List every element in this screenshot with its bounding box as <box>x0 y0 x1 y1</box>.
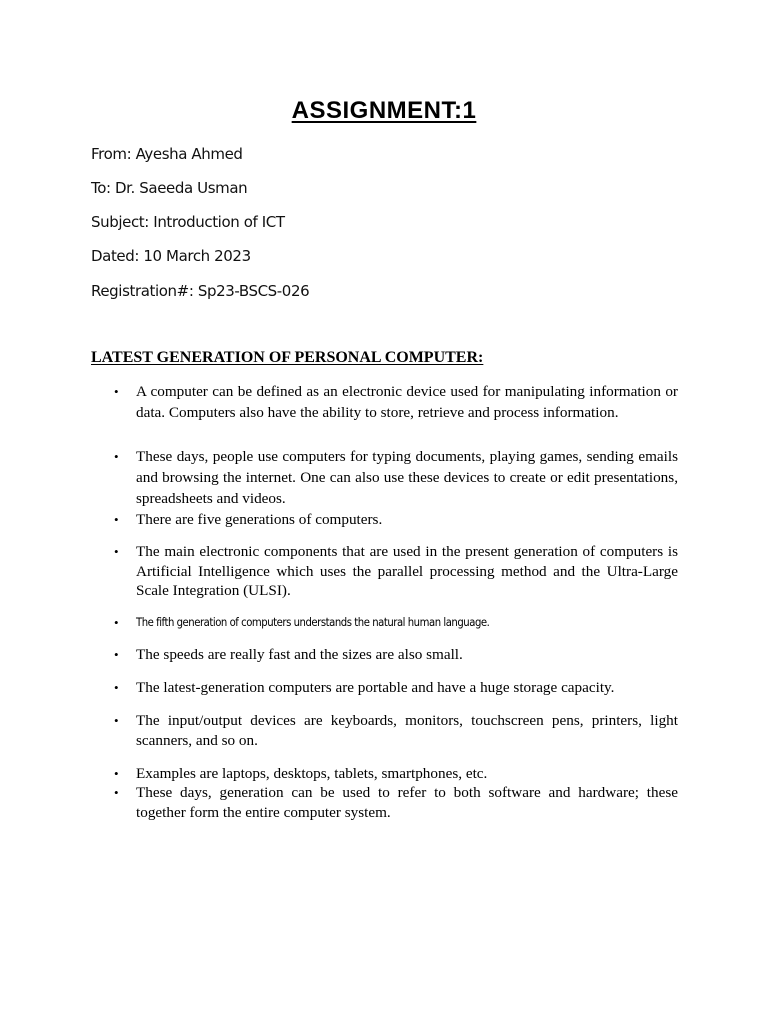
bullet-glyph: • <box>114 766 119 781</box>
list-item-text: The speeds are really fast and the sizes are also small. <box>136 646 463 663</box>
list-item-text: Examples are laptops, desktops, tablets, smartphones, etc. <box>136 765 488 782</box>
list-item-text: The input/output devices are keyboards, monitors, touchscreen pens, printers, light scanners, and so on. <box>136 712 678 749</box>
bullet-glyph: • <box>114 449 119 464</box>
list-item-text: The latest-generation computers are portable and have a huge storage capacity. <box>136 679 615 696</box>
registration-line: Registration#: Sp23-BSCS-026 <box>91 282 310 300</box>
bullet-glyph: • <box>114 512 119 527</box>
list-item <box>114 783 678 822</box>
list-item <box>114 644 678 665</box>
bullet-glyph: • <box>114 785 119 800</box>
list-item <box>114 509 678 530</box>
list-item <box>114 677 678 698</box>
bullet-glyph: • <box>114 647 119 662</box>
list-item <box>114 711 678 750</box>
bullet-glyph: • <box>114 615 119 630</box>
from-line: From: Ayesha Ahmed <box>91 145 243 163</box>
bullet-glyph: • <box>114 713 119 728</box>
to-line: To: Dr. Saeeda Usman <box>91 179 248 197</box>
list-item-text: A computer can be defined as an electronic device used for manipulating information or data. Computers also have the ability to store, retrieve and process information. <box>136 383 678 421</box>
section-heading: LATEST GENERATION OF PERSONAL COMPUTER: <box>91 349 484 366</box>
list-item-text: These days, generation can be used to refer to both software and hardware; these together form the entire computer system. <box>136 784 678 821</box>
document-title: ASSIGNMENT:1 <box>291 97 477 124</box>
bullet-glyph: • <box>114 680 119 695</box>
bullet-glyph: • <box>114 544 119 559</box>
list-item-text: The fifth generation of computers understands the natural human language. <box>136 616 490 629</box>
list-item-text: These days, people use computers for typing documents, playing games, sending emails and browsing the internet. One can also use these devices to create or edit presentations, spreadsheets and videos. <box>136 448 678 507</box>
list-item <box>114 446 678 509</box>
list-item <box>114 542 678 601</box>
subject-line: Subject: Introduction of ICT <box>91 213 285 231</box>
list-item-text: The main electronic components that are used in the present generation of computers is Artificial Intelligence which uses the parallel processing method and the Ultra-Large Scale Integration (ULSI). <box>136 543 678 599</box>
bullet-glyph: • <box>114 384 119 399</box>
list-item <box>114 381 678 423</box>
list-item-text: There are five generations of computers. <box>136 511 383 528</box>
list-item <box>114 612 678 633</box>
date-line: Dated: 10 March 2023 <box>91 247 251 265</box>
list-item <box>114 764 678 784</box>
